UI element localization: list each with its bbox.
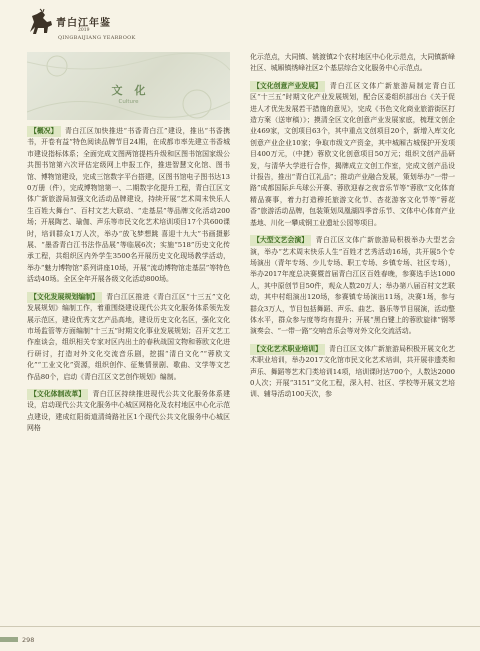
page-number-marker bbox=[0, 637, 18, 642]
paragraph-text: 青白江区文体广新旅游局积极开展文化艺术职业培训，举办2017文化馆市民文化艺术培训，共开展非遗类和声乐、舞蹈等艺术门类培训14项，培训课时达700个，人数达20000人次；开展“3151”文化工程，深入村、社区、学校等开展文艺培训、辅导活动100天次，参 bbox=[250, 344, 455, 399]
paragraph-overview bbox=[27, 126, 230, 286]
paragraph-continued bbox=[250, 52, 455, 75]
paragraph-text: 青白江区推进《青白江区“十三五”文化发展规划》编制工作，着重围绕建设现代公共文化服务体系领先发展示范区，建设优秀文艺产品高地，建设历史文化名区，强化文化市场监管等方面编制“十三五”时期文化事业发展规划；召开文艺工作座谈会，组织相关专家对区内出土的春秋战国文物和蓉欧文化进行研讨，打造对外文化交流音乐剧，挖掘“清白文化”“蓉欧文化”“工业文化”资源，组织创作、征集情景剧、歌曲、文学等文艺作品80个，启动《青白江区文艺创作规划》编制。 bbox=[27, 292, 230, 381]
section-tag: 【概况】 bbox=[27, 126, 61, 137]
yearbook-subtitle-en: QINGBAIJIANG YEARBOOK bbox=[58, 35, 136, 41]
paragraph-text: 青白江区文体广新旅游局制定青白江区“十三五”时期文化产业发展规划，配合区委组织部出台《关于促进人才优先发展若干措施的意见》，完成《书色文化商业旅游街区打造方案（送审稿）》；摸清全区文化创意产业发展家底，梳理文创企业469家，文创项目63个，其中重点文创项目20个，新增入库文化创意产业企业10家；争取市级文产资金，其中城厢古城保护开发项目400万元，（中捷）蓉欧文化创意项目50万元；组织文创产品研发，与清华大学进行合作，揭牌成立文创工作室，完成文创产品设计报告，推出“青白江礼品”；推动产业融合发展，策划举办“一带一路”成都国际乒乓球公开赛、蓉欧迎春之夜音乐节等“蓉欧”文化体育精品赛事，着力打造穆托旅游文化节、杏花游客文化节等“蓉花香”旅游活动品牌，包装策划凤凰湖四季音乐节、文体中心体育产业基地、川化一攀成钢工业遗址公园等项目。 bbox=[250, 81, 455, 227]
section-title: 文化 bbox=[111, 84, 158, 97]
paragraph-text: 化示范点，大同镇、姚渡镇2个农村地区中心化示范点，大同镇新峰社区、城厢镇绣峰社区2个基层综合文化服务中心示范点。 bbox=[250, 53, 455, 73]
section-tag: 【文化创意产业发展】 bbox=[250, 81, 325, 92]
section-banner bbox=[27, 52, 230, 120]
footer-divider bbox=[0, 626, 480, 627]
paragraph-training bbox=[250, 344, 455, 401]
section-tag: 【文化体制改革】 bbox=[27, 389, 88, 400]
paragraph-planning bbox=[27, 292, 230, 383]
right-column bbox=[250, 52, 455, 401]
yearbook-header bbox=[26, 8, 186, 48]
paragraph-text: 青白江区加快推进“书香青白江”建设，推出“书香携书，开卷有益”特色阅读品牌节目24期，在成都市率先建立书香城市建设指标体系；全面完成文图两馆提档升级和区图书馆国家级公共图书馆第六次评估定级网上申报工作，推进智慧文化馆、图书馆、博物馆建设，完成三馆数字平台搭建，区图书馆电子图书达130万册（件），完成博物馆第一、二期数字化提升工程，青白江区文体广新旅游局加强文化活动品牌建设，持续开展“艺术周末快乐人生百姓大舞台”、百村文艺大联动、“走基层”等品牌文化活动200场；开展陶艺、瑜伽、声乐等市民文化艺术培训项目17个共600课时，培训群众1万人次，举办“放飞梦想跳 喜迎十九大”书画摄影展、“墨香青白江书法作品展”等临展6次；实施“518”历史文化传承工程，共组织区内外学生3500名开展历史文化现场教学活动，举办“魅力博物馆”系列讲座10场，开展“流动博物馆走基层”等特色活动40场。全区全年开展各级文化活动800场。 bbox=[27, 127, 230, 284]
page-number: 298 bbox=[22, 636, 35, 644]
left-column bbox=[27, 126, 230, 435]
yearbook-title: 青白江年鉴 bbox=[56, 18, 111, 29]
paragraph-text: 青白江区文体广新旅游局积极举办大型艺会演，举办“艺术周末快乐人生”百姓才艺秀活动16场，共开展5个专场演出（青年专场、少儿专场、职工专场、乡镇专场、社区专场），举办2017年度总决赛暨首届青白江区百姓春晚，参赛选手达1000人，其中原创节目50件，观众人数20万人；举办第八届百村文艺联动，其中村组演出120场，参赛镇专场演出11场，决赛1场，参与群众3万人，节目包括舞蹈、声乐、曲艺、器乐等节目展演，活动整体水平，群众参与度等均有提升；开展“黑白键上的蓉欧旋律”钢琴演奏会、“一带一路”交响音乐会等对外文化交流活动。 bbox=[250, 236, 455, 336]
paragraph-creative-industry bbox=[250, 81, 455, 229]
section-tag: 【文化艺术职业培训】 bbox=[250, 344, 325, 355]
paragraph-performances bbox=[250, 235, 455, 338]
yearbook-year: 2019 bbox=[78, 28, 90, 33]
section-tag: 【大型文艺会演】 bbox=[250, 235, 311, 246]
paragraph-reform bbox=[27, 389, 230, 435]
section-tag: 【文化发展规划编制】 bbox=[27, 292, 102, 303]
paragraph-text: 青白江区持续推进现代公共文化服务体系建设，启动现代公共文化服务中心城区网格化及农村地区中心化示范点建设，建成红阳街道清绮路社区1个现代公共文化服务中心城区网格 bbox=[27, 389, 230, 433]
section-title-en: Culture bbox=[118, 99, 139, 105]
horse-logo-icon bbox=[26, 8, 56, 38]
